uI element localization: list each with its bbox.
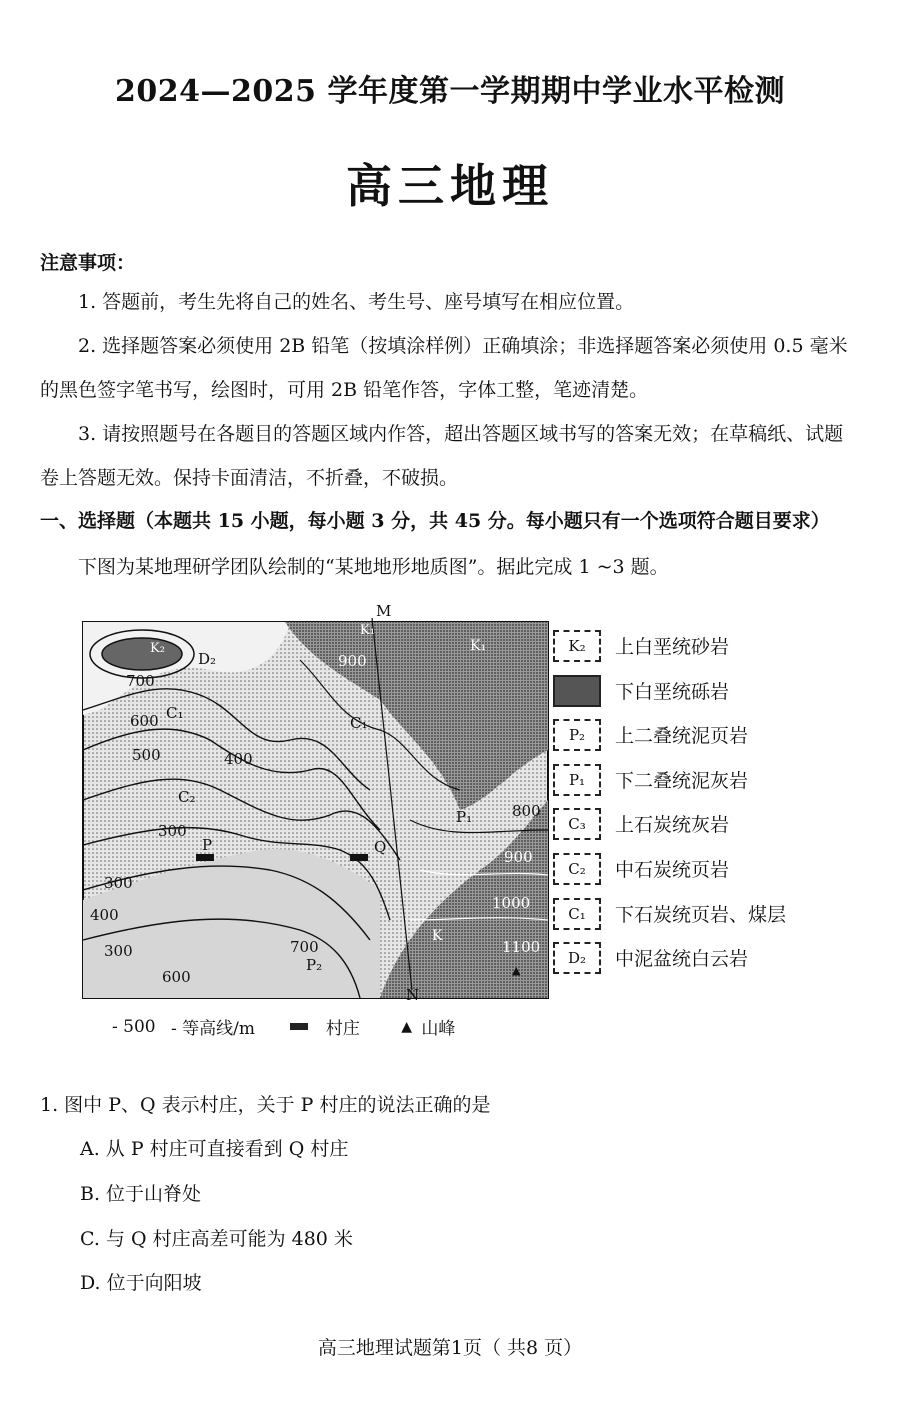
label-c2: C₂ bbox=[178, 788, 196, 806]
legend-item bbox=[553, 894, 853, 939]
legend-swatch: K₂ bbox=[553, 630, 601, 662]
legend-item bbox=[553, 626, 853, 671]
legend-label: 上石炭统灰岩 bbox=[615, 814, 730, 837]
legend-label: 中泥盆统白云岩 bbox=[615, 948, 749, 971]
legend-item bbox=[553, 938, 853, 983]
map-key bbox=[112, 1014, 455, 1039]
section-heading: 一、选择题（本题共 15 小题，每小题 3 分，共 45 分。每小题只有一个选项符合题目要求） bbox=[40, 510, 830, 532]
legend-swatch bbox=[553, 675, 601, 707]
contour-value: 1100 bbox=[502, 938, 541, 956]
contour-value: 400 bbox=[90, 906, 119, 924]
contour-value: 600 bbox=[162, 968, 191, 986]
contour-value: 300 bbox=[104, 942, 133, 960]
contour-value: 600 bbox=[130, 712, 159, 730]
legend-item bbox=[553, 760, 853, 805]
map-intro: 下图为某地理研学团队绘制的“某地地形地质图”。据此完成 1 ~3 题。 bbox=[78, 556, 669, 578]
contour-value: 300 bbox=[158, 822, 187, 840]
village-icon bbox=[290, 1023, 308, 1030]
question-1-stem: 1. 图中 P、Q 表示村庄，关于 P 村庄的说法正确的是 bbox=[40, 1094, 491, 1116]
question-1-option-d: D. 位于向阳坡 bbox=[80, 1272, 202, 1294]
notes-heading: 注意事项： bbox=[40, 252, 136, 274]
contour-value: 700 bbox=[290, 938, 319, 956]
legend-label: 上白垩统砂岩 bbox=[615, 636, 730, 658]
label-c1b: C₁ bbox=[350, 714, 368, 732]
legend-item bbox=[553, 849, 853, 894]
map-legend bbox=[553, 626, 853, 983]
legend-label: 下白垩统砾岩 bbox=[615, 680, 730, 703]
k2-outcrop bbox=[102, 638, 182, 670]
label-m: M bbox=[376, 602, 392, 620]
label-p2: P₂ bbox=[306, 956, 323, 974]
contour-value: 1000 bbox=[492, 894, 531, 912]
legend-label: 中石炭统页岩 bbox=[615, 858, 730, 881]
note-item-2: 2. 选择题答案必须使用 2B 铅笔（按填涂样例）正确填涂；非选择题答案必须使用 0.5 毫米的黑色签字笔书写，绘图时，可用 2B 铅笔作答，字体工整，笔迹清楚。 bbox=[40, 335, 848, 401]
legend-swatch: C₁ bbox=[553, 898, 601, 930]
legend-swatch: D₂ bbox=[553, 942, 601, 974]
page-footer: 高三地理试题第1页（ 共8 页） bbox=[317, 1337, 583, 1359]
contour-value: 900 bbox=[338, 652, 367, 670]
legend-swatch: C₂ bbox=[553, 853, 601, 885]
question-1-option-c: C. 与 Q 村庄高差可能为 480 米 bbox=[80, 1228, 353, 1250]
legend-item bbox=[553, 671, 853, 716]
contour-value: 700 bbox=[126, 672, 155, 690]
label-k1b: K₁ bbox=[470, 638, 487, 654]
key-contour-value: - 500 bbox=[112, 1016, 156, 1037]
label-d2: D₂ bbox=[198, 650, 217, 668]
peak-icon: ▲ bbox=[401, 1018, 413, 1035]
label-c1a: C₁ bbox=[166, 704, 184, 722]
label-k1a: K₁ bbox=[360, 623, 375, 638]
legend-swatch: P₁ bbox=[553, 764, 601, 796]
label-p1: P₁ bbox=[456, 808, 473, 826]
key-village-label: 村庄 bbox=[325, 1019, 360, 1039]
peak-icon: ▲ bbox=[512, 964, 521, 977]
contour-value: 300 bbox=[104, 874, 133, 892]
village-p-icon bbox=[196, 854, 214, 861]
contour-value: 500 bbox=[132, 746, 161, 764]
contour-value: 800 bbox=[512, 802, 541, 820]
question-1-option-b: B. 位于山脊处 bbox=[80, 1183, 202, 1205]
note-item-1: 1. 答题前，考生先将自己的姓名、考生号、座号填写在相应位置。 bbox=[78, 291, 635, 313]
label-n: N bbox=[406, 986, 420, 1000]
label-k1c: K bbox=[432, 928, 443, 944]
key-contour-label: - 等高线/m bbox=[171, 1019, 256, 1039]
subject-title: 高三地理 bbox=[346, 159, 554, 213]
legend-item bbox=[553, 804, 853, 849]
note-item-3: 3. 请按照题号在各题目的答题区域内作答，超出答题区域书写的答案无效；在草稿纸、试题卷上答题无效。保持卡面清洁，不折叠，不破损。 bbox=[40, 423, 844, 489]
question-1-option-a: A. 从 P 村庄可直接看到 Q 村庄 bbox=[80, 1138, 349, 1160]
legend-label: 上二叠统泥页岩 bbox=[615, 725, 749, 748]
legend-label: 下石炭统页岩、煤层 bbox=[615, 903, 787, 926]
label-p: P bbox=[202, 836, 213, 854]
topographic-geologic-map bbox=[80, 600, 550, 1000]
legend-swatch: C₃ bbox=[553, 808, 601, 840]
label-k2: K₂ bbox=[150, 641, 165, 656]
village-q-icon bbox=[350, 854, 368, 861]
legend-label: 下二叠统泥灰岩 bbox=[615, 769, 749, 792]
key-peak-label: 山峰 bbox=[421, 1019, 456, 1039]
label-q: Q bbox=[374, 838, 387, 856]
contour-value: 400 bbox=[224, 750, 253, 768]
legend-swatch: P₂ bbox=[553, 719, 601, 751]
contour-value: 900 bbox=[504, 848, 533, 866]
exam-title: 2024—2025 学年度第一学期期中学业水平检测 bbox=[115, 74, 785, 109]
legend-item bbox=[553, 715, 853, 760]
